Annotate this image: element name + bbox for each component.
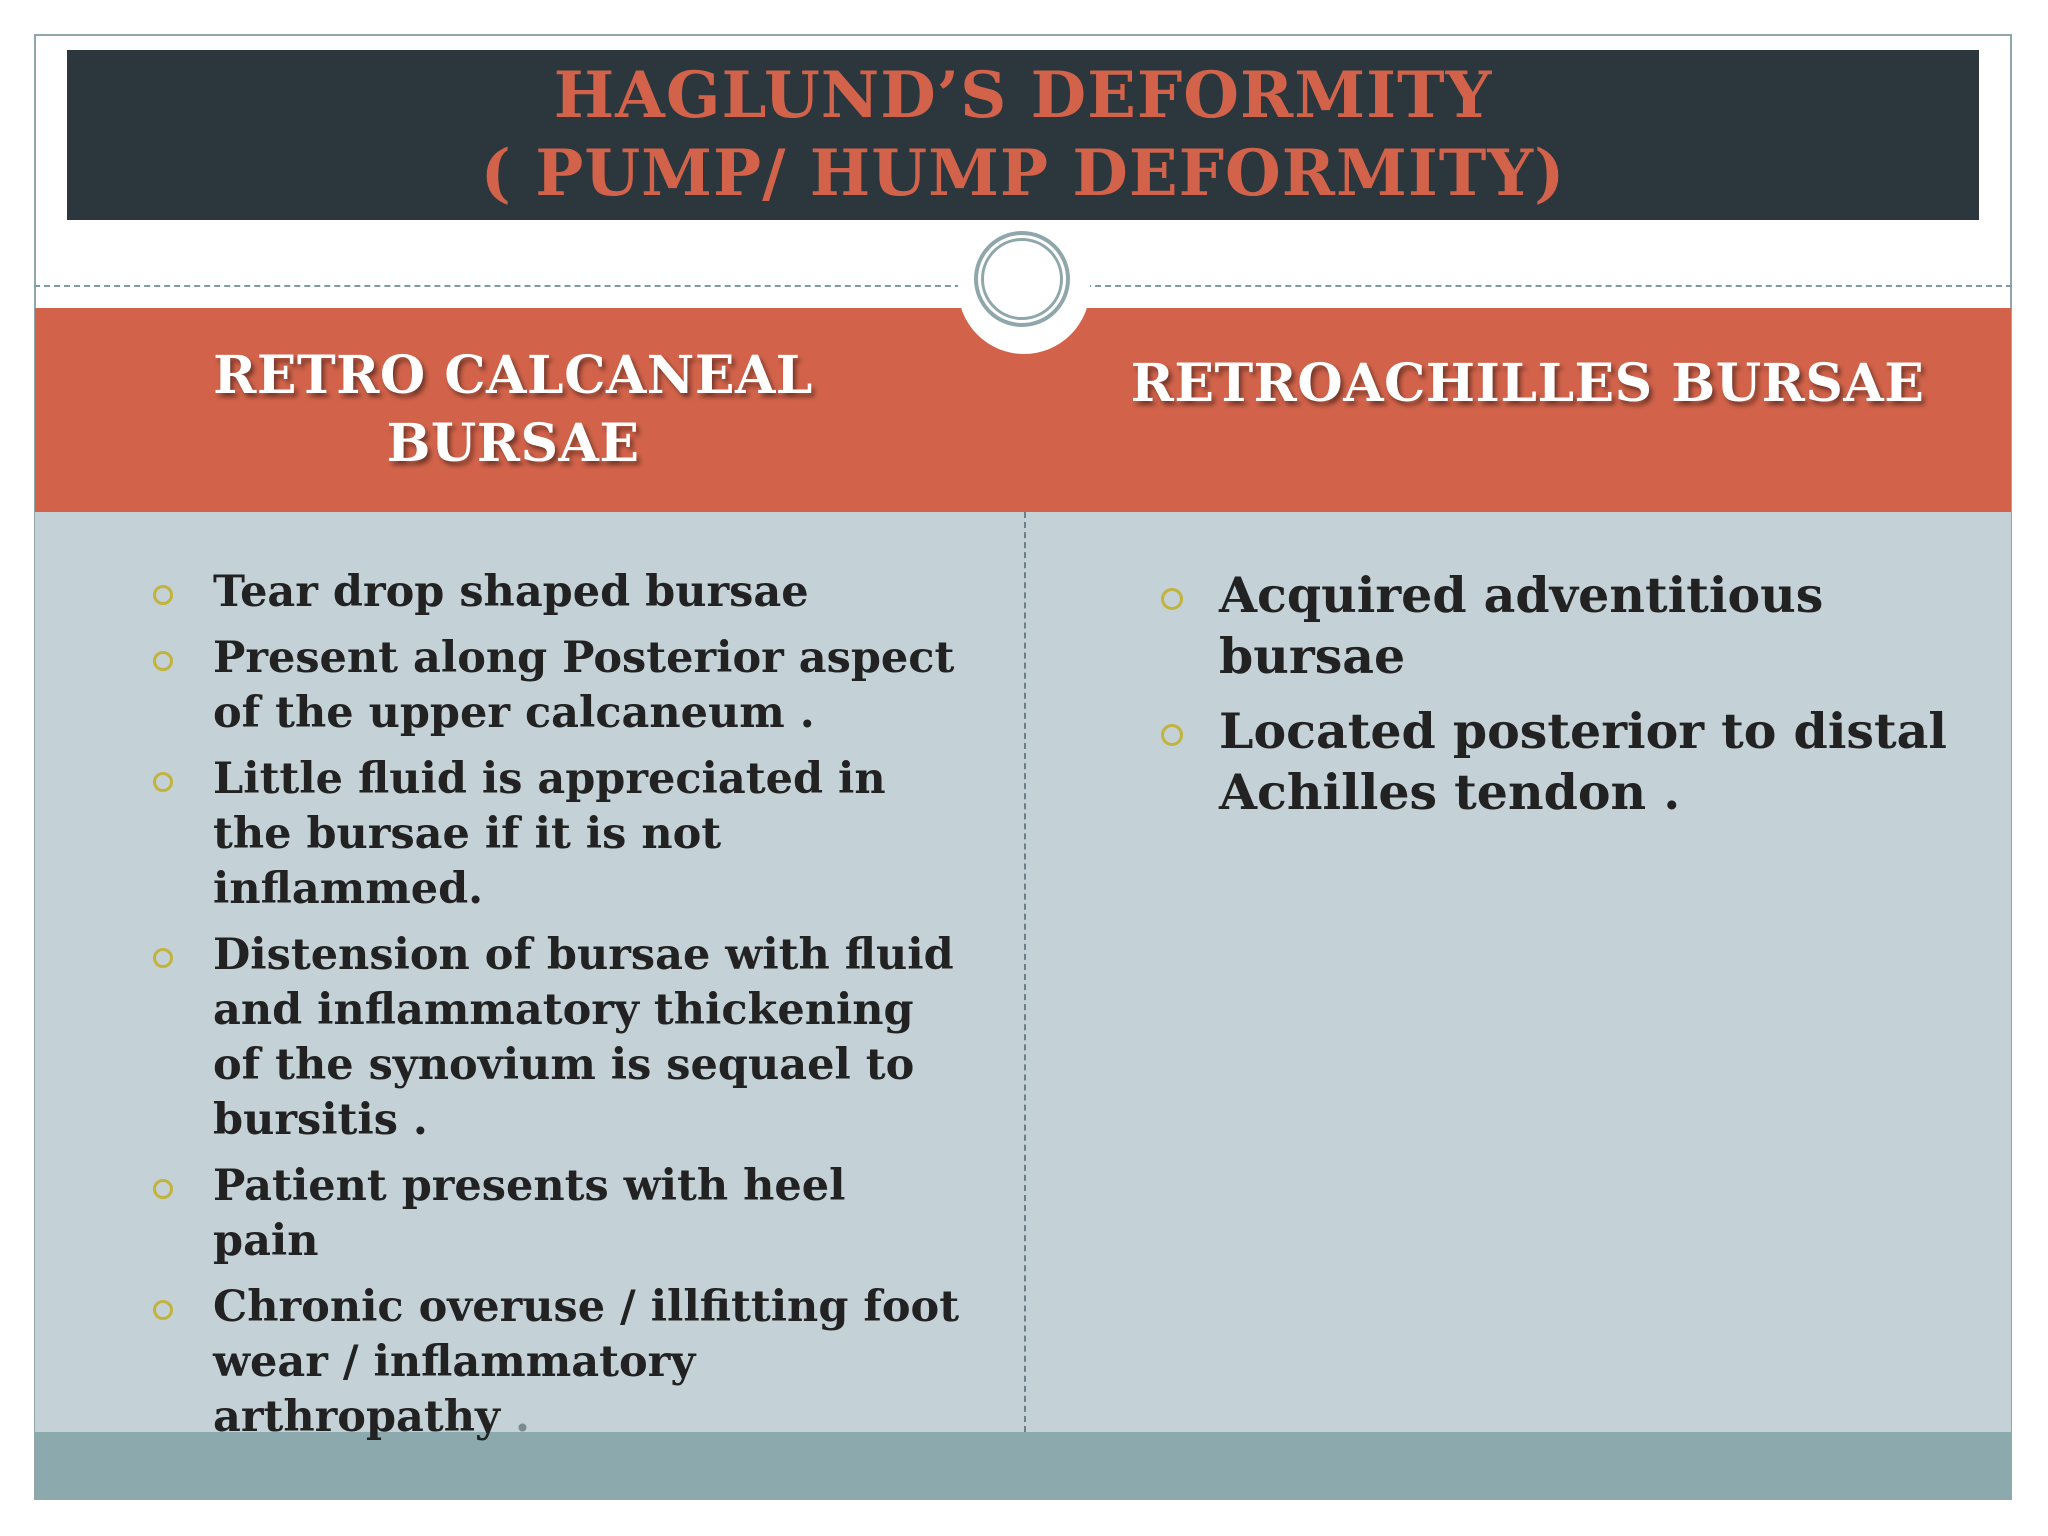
list-item-text: Little fluid is appreciated in the bursae if it is not inflammed. (213, 754, 886, 914)
list-item-text: Acquired adventitious bursae (1219, 566, 1824, 685)
hollow-circle-bullet-icon (153, 948, 173, 968)
trailing-period: . (500, 1392, 530, 1442)
list-item (145, 631, 965, 741)
list-item-text: Present along Posterior aspect of the upper calcaneum . (213, 633, 955, 738)
hollow-circle-bullet-icon (1161, 724, 1183, 746)
list-item-text: Located posterior to distal Achilles tendon . (1219, 702, 1948, 821)
slide-title-line-2: ( PUMP/ HUMP DEFORMITY) (480, 136, 1566, 211)
list-item (145, 928, 965, 1148)
hollow-circle-bullet-icon (153, 585, 173, 605)
list-item (145, 1280, 965, 1445)
column-divider (1024, 512, 1026, 1432)
list-item (145, 565, 965, 620)
list-item-text: Tear drop shaped bursae (213, 567, 809, 617)
hollow-circle-bullet-icon (153, 1300, 173, 1320)
slide-title-line-1: HAGLUND’S DEFORMITY (553, 58, 1493, 133)
list-item (1155, 701, 1985, 823)
hollow-circle-bullet-icon (1161, 588, 1183, 610)
right-bullet-list (1155, 565, 1985, 837)
hollow-circle-bullet-icon (153, 651, 173, 671)
title-bar (67, 50, 1979, 220)
hollow-circle-bullet-icon (153, 772, 173, 792)
right-column-heading: RETROACHILLES BURSAE (1130, 353, 1925, 414)
list-item-text: Distension of bursae with fluid and inflammatory thickening of the synovium is sequael to bursitis . (213, 930, 954, 1145)
inner-ring-circle-icon (981, 238, 1063, 320)
list-item-text: Chronic overuse / illfitting foot wear / inflammatory arthropathy (213, 1282, 960, 1442)
hollow-circle-bullet-icon (153, 1179, 173, 1199)
list-item-text: Patient presents with heel pain (213, 1161, 846, 1266)
left-column-heading: RETRO CALCANEAL BURSAE (213, 345, 813, 474)
left-bullet-list (145, 565, 965, 1456)
list-item (145, 752, 965, 917)
list-item (145, 1159, 965, 1269)
list-item (1155, 565, 1985, 687)
